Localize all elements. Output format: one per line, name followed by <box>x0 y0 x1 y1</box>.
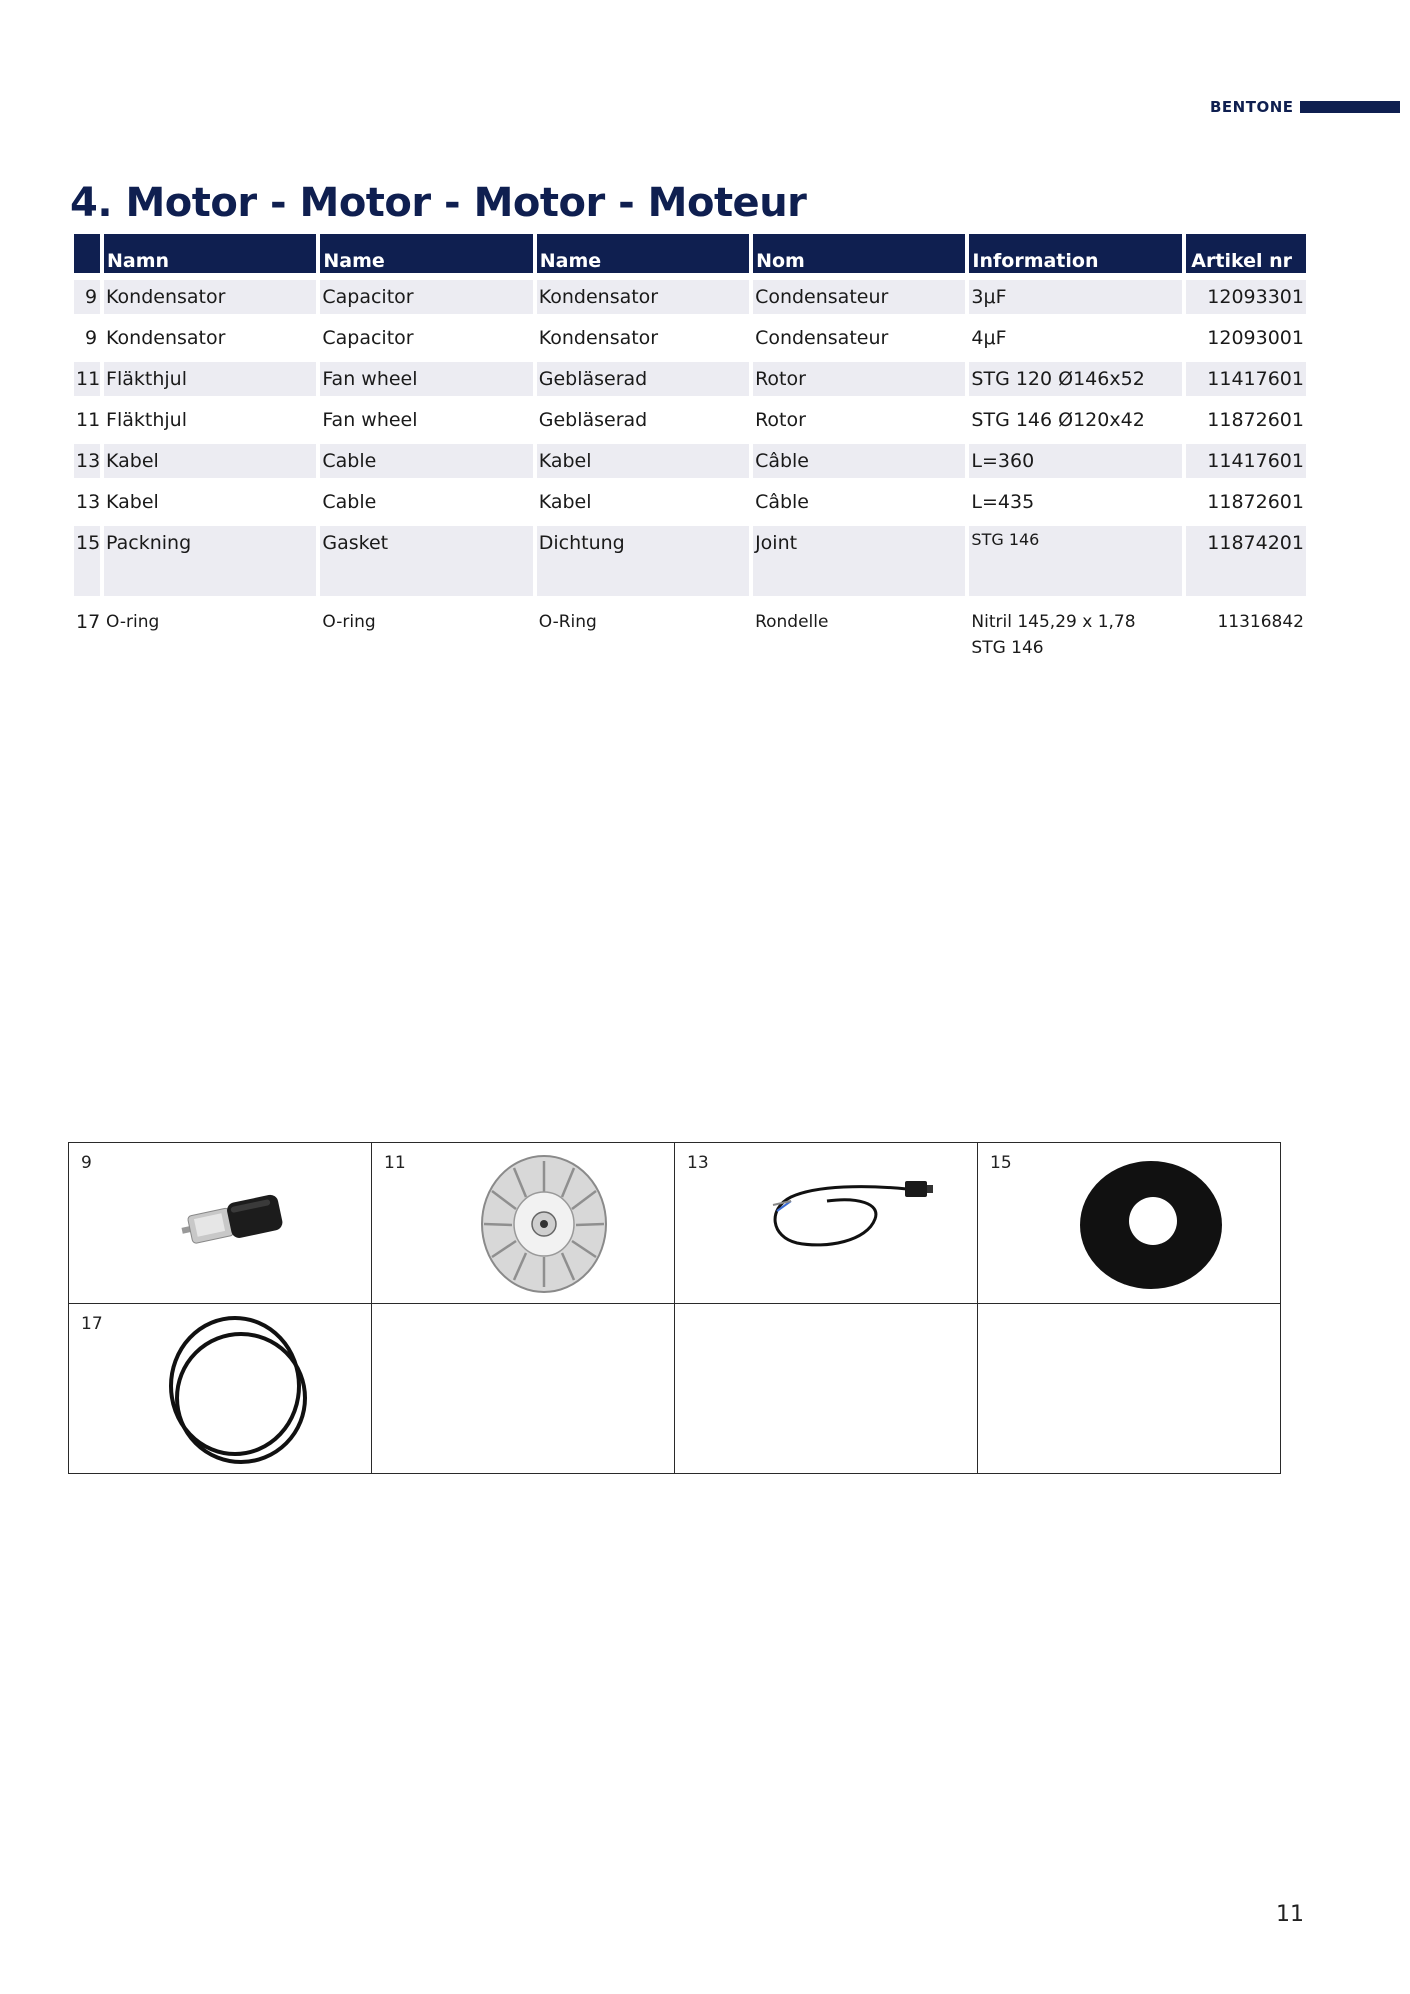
row-index: 15 <box>74 526 100 596</box>
gasket-icon <box>1078 1159 1224 1291</box>
cell-article-number: 11417601 <box>1186 444 1306 478</box>
table-row <box>74 603 1306 669</box>
cell-de: Kabel <box>538 491 592 513</box>
cell-de: Gebläserad <box>537 362 749 396</box>
page-title: 4. Motor - Motor - Motor - Moteur <box>70 180 807 226</box>
table-row <box>74 362 1306 396</box>
cable-icon <box>757 1171 937 1271</box>
parts-image-grid <box>68 1142 1281 1474</box>
table-row <box>74 403 1306 437</box>
row-index: 13 <box>76 491 101 513</box>
cell-article-number: 11874201 <box>1186 526 1306 596</box>
cell-en: Capacitor <box>322 327 414 349</box>
image-label: 17 <box>81 1314 103 1334</box>
image-cell <box>69 1143 372 1304</box>
row-index: 11 <box>76 409 101 431</box>
cell-sv: Packning <box>104 526 316 596</box>
cell-article-number: 11316842 <box>1217 612 1304 632</box>
image-cell <box>675 1143 978 1304</box>
cell-en: Capacitor <box>320 280 532 314</box>
fan-wheel-icon <box>474 1153 614 1295</box>
image-label: 13 <box>687 1153 709 1173</box>
o-ring-icon <box>165 1310 311 1470</box>
cell-en: Cable <box>320 444 532 478</box>
row-index: 9 <box>84 327 98 349</box>
brand-logo <box>1210 98 1400 116</box>
image-cell-empty <box>675 1304 978 1474</box>
cell-fr: Rotor <box>753 362 965 396</box>
cell-sv: Kabel <box>104 444 316 478</box>
cell-fr: Rondelle <box>755 612 829 632</box>
cell-info <box>969 603 1181 669</box>
table-row <box>74 526 1306 596</box>
header-nom: Nom <box>753 234 965 273</box>
cell-fr: Rotor <box>755 409 806 431</box>
table-header-row <box>74 234 1306 273</box>
cell-fr: Câble <box>753 444 965 478</box>
cell-sv: Fläkthjul <box>106 409 187 431</box>
cell-de: Kabel <box>537 444 749 478</box>
cell-de: Gebläserad <box>538 409 648 431</box>
image-cell-empty <box>372 1304 675 1474</box>
cell-en: Gasket <box>320 526 532 596</box>
table-row <box>74 280 1306 314</box>
cell-en: Fan wheel <box>320 362 532 396</box>
cell-sv: Kondensator <box>106 327 226 349</box>
image-label: 9 <box>81 1153 92 1173</box>
cell-info: STG 120 Ø146x52 <box>969 362 1181 396</box>
image-cell <box>69 1304 372 1474</box>
cell-fr: Condensateur <box>753 280 965 314</box>
cell-fr: Câble <box>755 491 810 513</box>
cell-info: 4μF <box>971 327 1007 349</box>
parts-table <box>70 234 1310 669</box>
row-index: 13 <box>74 444 100 478</box>
header-name-en: Name <box>320 234 532 273</box>
cell-de: Kondensator <box>537 280 749 314</box>
cell-info: STG 146 Ø120x42 <box>971 409 1145 431</box>
cell-info: L=435 <box>971 491 1035 513</box>
cell-info: 3μF <box>969 280 1181 314</box>
image-label: 15 <box>990 1153 1012 1173</box>
table-row <box>74 444 1306 478</box>
cell-en: Fan wheel <box>322 409 418 431</box>
cell-article-number: 12093301 <box>1186 280 1306 314</box>
header-index <box>74 234 100 273</box>
header-information: Information <box>969 234 1181 273</box>
cell-article-number: 11872601 <box>1207 409 1304 431</box>
page-number: 11 <box>1276 1902 1304 1927</box>
brand-bar <box>1300 101 1400 113</box>
image-cell-empty <box>978 1304 1281 1474</box>
cell-sv: Kondensator <box>104 280 316 314</box>
cell-fr: Condensateur <box>755 327 889 349</box>
table-row <box>74 321 1306 355</box>
row-index: 11 <box>74 362 100 396</box>
cell-sv: Fläkthjul <box>104 362 316 396</box>
cell-de: Dichtung <box>537 526 749 596</box>
cell-article-number: 11417601 <box>1186 362 1306 396</box>
brand-name: BENTONE <box>1210 98 1294 116</box>
cell-info: L=360 <box>969 444 1181 478</box>
cell-sv: O-ring <box>106 612 160 632</box>
cell-info: STG 146 <box>969 526 1181 596</box>
table-row <box>74 485 1306 519</box>
capacitor-icon <box>173 1185 293 1255</box>
cell-article-number: 11872601 <box>1207 491 1304 513</box>
image-cell <box>978 1143 1281 1304</box>
cell-info-line-1: Nitril 145,29 x 1,78 <box>971 612 1136 632</box>
cell-sv: Kabel <box>106 491 159 513</box>
header-name-de: Name <box>537 234 749 273</box>
image-label: 11 <box>384 1153 406 1173</box>
cell-en: Cable <box>322 491 377 513</box>
header-artikel-nr: Artikel nr <box>1186 234 1306 273</box>
cell-en: O-ring <box>322 612 376 632</box>
row-index: 17 <box>76 611 101 633</box>
cell-article-number: 12093001 <box>1207 327 1304 349</box>
header-namn: Namn <box>104 234 316 273</box>
cell-de: Kondensator <box>538 327 659 349</box>
cell-de: O-Ring <box>538 612 597 632</box>
cell-info-line-2: STG 146 <box>971 638 1044 658</box>
row-index: 9 <box>74 280 100 314</box>
image-cell <box>372 1143 675 1304</box>
cell-fr: Joint <box>753 526 965 596</box>
